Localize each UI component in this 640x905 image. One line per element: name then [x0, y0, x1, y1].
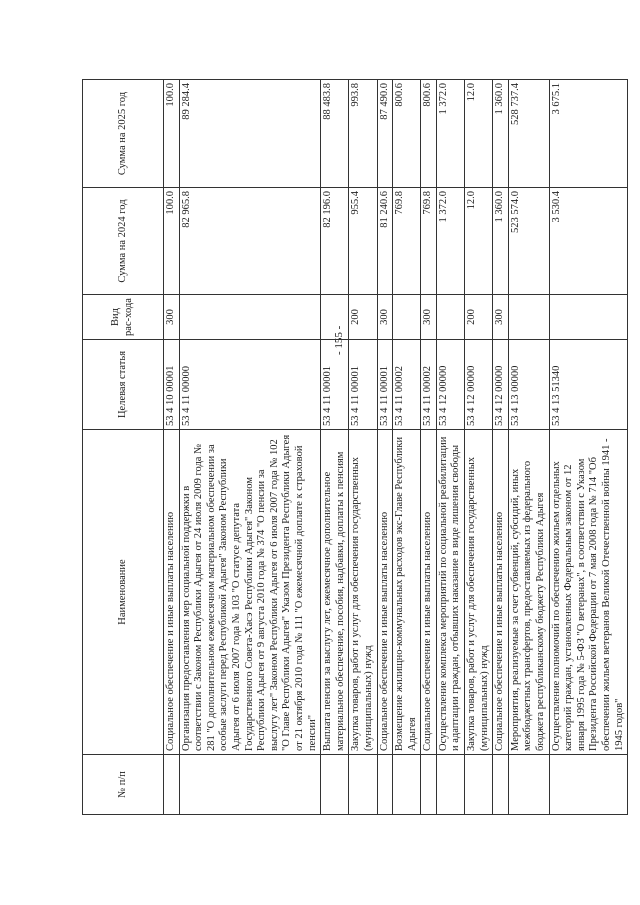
row-sum-2024: 523 574.0 — [508, 188, 549, 295]
table-row — [549, 80, 628, 815]
row-sum-2025: 87 490.0 — [377, 80, 393, 188]
row-article: 53 4 12 00000 — [465, 340, 493, 430]
row-article: 53 4 11 00001 — [349, 340, 377, 430]
header-type: Вид рас-хода — [83, 295, 164, 340]
row-article: 53 4 11 00002 — [393, 340, 421, 430]
row-name: Социальное обеспечение и иные выплаты населению — [164, 430, 180, 755]
row-article: 53 4 10 00001 — [164, 340, 180, 430]
row-sum-2024: 12.0 — [465, 188, 493, 295]
row-type — [436, 295, 464, 340]
row-name: Мероприятия, реализуемые за счет субвенций, субсидий, иных межбюджетных трансфертов, предоставляемых из федерального бюджета республиканскому бюджету Республики Адыгея — [508, 430, 549, 755]
table-row — [164, 80, 180, 815]
row-sum-2025: 1 372.0 — [436, 80, 464, 188]
row-sum-2024: 81 240.6 — [377, 188, 393, 295]
row-sum-2024: 82 196.0 — [321, 188, 349, 295]
row-sum-2025: 800.6 — [393, 80, 421, 188]
header-name: Наименование — [83, 430, 164, 755]
table-row — [493, 80, 509, 815]
row-type: 200 — [465, 295, 493, 340]
header-sum-2024: Сумма на 2024 год — [83, 188, 164, 295]
row-article: 53 4 12 00000 — [493, 340, 509, 430]
row-type — [549, 295, 628, 340]
table-row — [179, 80, 321, 815]
table-row — [421, 80, 437, 815]
table-row — [321, 80, 349, 815]
row-type — [508, 295, 549, 340]
row-sum-2025: 800.6 — [421, 80, 437, 188]
row-sum-2024: 1 360.0 — [493, 188, 509, 295]
row-sum-2025: 12.0 — [465, 80, 493, 188]
header-sum-2025: Сумма на 2025 год — [83, 80, 164, 188]
row-name: Социальное обеспечение и иные выплаты населению — [377, 430, 393, 755]
row-sum-2025: 88 483.8 — [321, 80, 349, 188]
row-sum-2024: 769.8 — [393, 188, 421, 295]
budget-table — [82, 79, 628, 815]
row-article: 53 4 11 00001 — [321, 340, 349, 430]
row-num — [164, 755, 180, 815]
row-name: Закупка товаров, работ и услуг для обеспечения государственных (муниципальных) нужд — [349, 430, 377, 755]
row-article: 53 4 11 00001 — [377, 340, 393, 430]
row-num — [393, 755, 421, 815]
row-sum-2024: 769.8 — [421, 188, 437, 295]
header-row — [83, 80, 164, 815]
header-num: № п/п — [83, 755, 164, 815]
row-article: 53 4 11 00002 — [421, 340, 437, 430]
row-article: 53 4 13 00000 — [508, 340, 549, 430]
row-type: 200 — [349, 295, 377, 340]
row-type — [179, 295, 321, 340]
budget-table-container — [82, 80, 625, 815]
row-name: Организация предоставления мер социальной поддержки в соответствии с Законом Республики Адыгея от 24 июля 2009 года № 281 "О дополнительном ежемесячном материальном обеспечении за особые заслуги перед Республикой Адыгея" Законом Республики Адыгея от 6 июля 2007 года № 103 "О статусе депутата Государственного Совета-Хасэ Республики Адыгея" Законом Республики Адыгея от 9 августа 2010 года № 374 "О пенсии за выслугу лет" Законом Республики Адыгея от 6 июля 2007 года № 102 "О Главе Республики Адыгея" Указом Президента Республики Адыгея от 21 октября 2010 года № 111 "О ежемесячной доплате к страховой пенсии" — [179, 430, 321, 755]
row-type: 300 — [164, 295, 180, 340]
row-sum-2024: 3 530.4 — [549, 188, 628, 295]
row-article: 53 4 12 00000 — [436, 340, 464, 430]
row-num — [349, 755, 377, 815]
row-name: Возмещение жилищно-коммунальных расходов экс-Главе Республики Адыгея — [393, 430, 421, 755]
table-row — [377, 80, 393, 815]
row-num — [508, 755, 549, 815]
row-type — [321, 295, 349, 340]
row-type: 300 — [421, 295, 437, 340]
page-number: - 155 - — [333, 325, 345, 355]
row-sum-2024: 100.0 — [164, 188, 180, 295]
row-num — [421, 755, 437, 815]
row-num — [493, 755, 509, 815]
row-type: 300 — [493, 295, 509, 340]
row-type — [393, 295, 421, 340]
row-name: Социальное обеспечение и иные выплаты населению — [493, 430, 509, 755]
row-name: Закупка товаров, работ и услуг для обеспечения государственных (муниципальных) нужд — [465, 430, 493, 755]
row-sum-2025: 528 737.4 — [508, 80, 549, 188]
row-sum-2025: 993.8 — [349, 80, 377, 188]
row-type: 300 — [377, 295, 393, 340]
row-name: Осуществление комплекса мероприятий по социальной реабилитации и адаптации граждан, отбывших наказание в виде лишения свободы — [436, 430, 464, 755]
row-sum-2025: 3 675.1 — [549, 80, 628, 188]
row-name: Социальное обеспечение и иные выплаты населению — [421, 430, 437, 755]
row-article: 53 4 11 00000 — [179, 340, 321, 430]
table-row — [436, 80, 464, 815]
row-num — [549, 755, 628, 815]
row-sum-2024: 955.4 — [349, 188, 377, 295]
row-name: Осуществление полномочий по обеспечению жильем отдельных категорий граждан, установленных Федеральным законом от 12 января 1995 года № 5-ФЗ "О ветеранах", в соответствии с Указом Президента Российской Федерации от 7 мая 2008 года № 714 "Об обеспечении жильем ветеранов Великой Отечественной войны 1941 - 1945 годов" — [549, 430, 628, 755]
table-row — [349, 80, 377, 815]
row-num — [179, 755, 321, 815]
table-row — [465, 80, 493, 815]
row-sum-2025: 100.0 — [164, 80, 180, 188]
header-article: Целевая статья — [83, 340, 164, 430]
row-name: Выплата пенсии за выслугу лет, ежемесячное дополнительное материальное обеспечение, пособия, надбавки, доплаты к пенсиям — [321, 430, 349, 755]
row-num — [436, 755, 464, 815]
row-sum-2025: 1 360.0 — [493, 80, 509, 188]
table-row — [393, 80, 421, 815]
row-num — [377, 755, 393, 815]
row-sum-2025: 89 284.4 — [179, 80, 321, 188]
row-article: 53 4 13 51340 — [549, 340, 628, 430]
table-row — [508, 80, 549, 815]
row-num — [465, 755, 493, 815]
row-sum-2024: 82 965.8 — [179, 188, 321, 295]
row-sum-2024: 1 372.0 — [436, 188, 464, 295]
row-num — [321, 755, 349, 815]
